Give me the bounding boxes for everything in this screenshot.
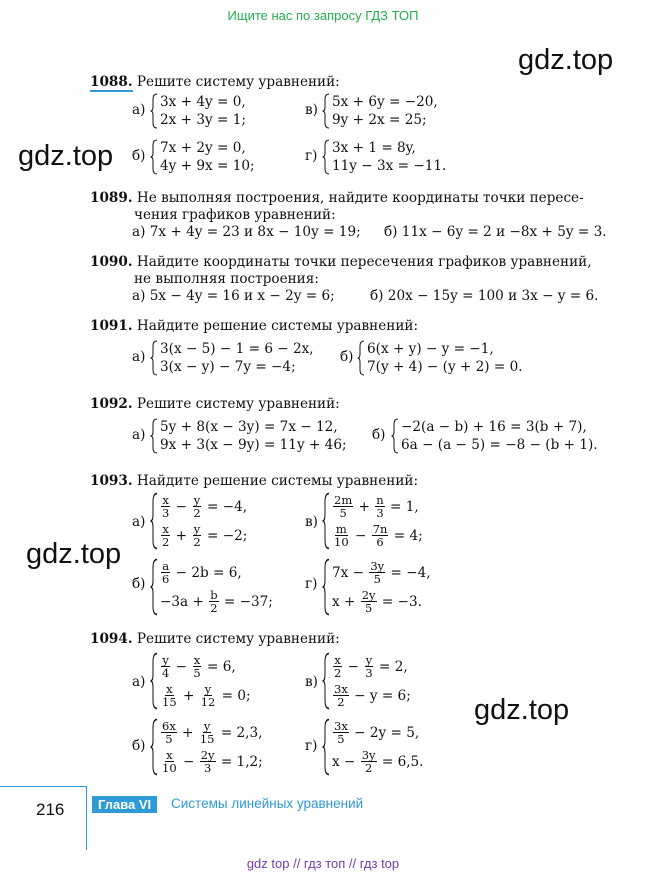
item-label: в): [305, 102, 318, 118]
brace-icon: [322, 652, 330, 710]
equation-system: [332, 652, 411, 710]
task-number: 1094.: [90, 631, 133, 647]
task-number: 1093.: [90, 473, 133, 489]
equation: 5y + 8(x − 3y) = 7x − 12,: [160, 419, 338, 435]
equation: 6(x + y) − y = −1,: [367, 341, 494, 357]
item-label: в): [305, 674, 318, 690]
item-label: б): [132, 148, 146, 164]
equation-system: [367, 340, 523, 376]
task-text: Не выполняя построения, найдите координаты точки пересе-: [136, 190, 584, 206]
equation: 6a − (a − 5) = −8 − (b + 1).: [401, 437, 598, 453]
equation-system: [160, 718, 263, 776]
equation: 9y + 2x = 25;: [332, 112, 427, 128]
equation: 7(y + 4) − (y + 2) = 0.: [367, 359, 523, 375]
brace-icon: [322, 558, 330, 616]
brace-icon: [357, 340, 365, 376]
task-number: 1092.: [90, 396, 133, 412]
equation: $\frac{3x}{5}$ − 2y = 5,: [334, 719, 420, 746]
equation: 4y + 9x = 10;: [160, 158, 255, 174]
item-label: б): [132, 576, 146, 592]
task-1088-heading: [90, 74, 340, 91]
equation-system: [160, 558, 273, 616]
equation-system: [332, 139, 446, 175]
equation: $\frac{2m}{5}$ + $\frac{n}{3}$ = 1,: [334, 493, 419, 520]
brace-icon: [150, 93, 158, 129]
item-label: б): [340, 349, 354, 365]
task-1094-heading: [90, 631, 340, 648]
equation-system: [401, 418, 598, 454]
equation-system: [332, 558, 431, 616]
brace-icon: [150, 558, 158, 616]
equation: x − $\frac{3y}{2}$ = 6,5.: [332, 748, 424, 775]
brace-icon: [150, 652, 158, 710]
equation: $\frac{x}{15}$ + $\frac{y}{12}$ = 0;: [162, 682, 251, 709]
top-search-banner: Ищите нас по запросу ГДЗ ТОП: [227, 8, 419, 23]
task-number: 1091.: [90, 318, 133, 334]
brace-icon: [322, 492, 330, 550]
task-text: не выполняя построения:: [134, 271, 319, 287]
brace-icon: [322, 139, 330, 175]
brace-icon: [150, 418, 158, 454]
watermark: gdz.top: [26, 538, 122, 570]
chapter-title: Системы линейных уравнений: [171, 796, 364, 811]
equation: $\frac{x}{2}$ + $\frac{y}{2}$ = −2;: [162, 522, 248, 549]
task-1091-heading: [90, 318, 418, 335]
page-number: 216: [36, 800, 65, 819]
watermark: gdz.top: [518, 44, 614, 76]
item-label: а): [132, 674, 146, 690]
watermark: gdz.top: [18, 140, 114, 172]
item-label: г): [305, 576, 318, 592]
equation: 3(x − y) − 7y = −4;: [160, 359, 296, 375]
equation-system: [332, 492, 423, 550]
item-label: б): [132, 738, 146, 754]
task-text: Найдите координаты точки пересечения графиков уравнений,: [136, 254, 592, 270]
equation: $\frac{x}{3}$ − $\frac{y}{2}$ = −4,: [162, 493, 248, 520]
equation: 3(x − 5) − 1 = 6 − 2x,: [160, 341, 314, 357]
equation-system: [160, 93, 246, 129]
task-number: 1089.: [90, 190, 133, 206]
item-label: а): [132, 514, 146, 530]
equation-system: [160, 340, 314, 376]
task-1092-heading: [90, 396, 340, 413]
equation: 7x + 2y = 0,: [160, 140, 246, 156]
equation: $\frac{3x}{2}$ − y = 6;: [334, 682, 411, 709]
item-label: в): [305, 514, 318, 530]
task-item: а) 7x + 4y = 23 и 8x − 10y = 19;: [132, 224, 361, 240]
brace-icon: [150, 718, 158, 776]
brace-icon: [322, 718, 330, 776]
item-label: а): [132, 102, 146, 118]
item-label: б): [372, 427, 386, 443]
equation: 9x + 3(x − 9y) = 11y + 46;: [160, 437, 347, 453]
footer-divider: [86, 786, 87, 850]
item-label: г): [305, 738, 318, 754]
equation: x + $\frac{2y}{5}$ = −3.: [332, 588, 422, 615]
task-text: Решите систему уравнений:: [136, 396, 340, 412]
bottom-banner: gdz top // гдз топ // гдз top: [246, 856, 400, 871]
equation: 2x + 3y = 1;: [160, 112, 246, 128]
task-number: 1088.: [90, 74, 133, 90]
equation: $\frac{x}{2}$ − $\frac{y}{3}$ = 2,: [334, 653, 408, 680]
equation-system: [160, 652, 251, 710]
task-text: Решите систему уравнений:: [136, 631, 340, 647]
chapter-badge: Глава VI: [92, 796, 157, 813]
equation: 3x + 4y = 0,: [160, 94, 246, 110]
equation: 7x − $\frac{3y}{5}$ = −4,: [332, 559, 431, 586]
equation: 5x + 6y = −20,: [332, 94, 438, 110]
equation: $\frac{a}{6}$ − 2b = 6,: [162, 559, 242, 586]
equation: 3x + 1 = 8y,: [332, 140, 416, 156]
equation-system: [160, 418, 347, 454]
equation-system: [332, 718, 424, 776]
task-1090: [90, 254, 592, 288]
equation: $\frac{x}{10}$ − $\frac{2y}{3}$ = 1,2;: [162, 748, 263, 775]
equation-system: [160, 492, 247, 550]
brace-icon: [150, 492, 158, 550]
task-text: чения графиков уравнений:: [134, 207, 336, 223]
brace-icon: [391, 418, 399, 454]
task-item: а) 5x − 4y = 16 и x − 2y = 6;: [132, 288, 335, 304]
task-item: б) 11x − 6y = 2 и −8x + 5y = 3.: [384, 224, 607, 240]
task-text: Найдите решение системы уравнений:: [136, 473, 419, 489]
equation: $\frac{6x}{5}$ + $\frac{y}{15}$ = 2,3,: [162, 719, 263, 746]
item-label: г): [305, 148, 318, 164]
task-number: 1090.: [90, 254, 133, 270]
brace-icon: [150, 139, 158, 175]
brace-icon: [150, 340, 158, 376]
task-1093-heading: [90, 473, 418, 490]
task-text: Найдите решение системы уравнений:: [136, 318, 419, 334]
equation: 11y − 3x = −11.: [332, 158, 447, 174]
equation-system: [160, 139, 255, 175]
equation: −2(a − b) + 16 = 3(b + 7),: [401, 419, 587, 435]
task-1089: [90, 190, 584, 224]
task-text: Решите систему уравнений:: [136, 74, 340, 90]
item-label: а): [132, 427, 146, 443]
brace-icon: [322, 93, 330, 129]
equation: −3a + $\frac{b}{2}$ = −37;: [160, 588, 273, 615]
item-label: а): [132, 349, 146, 365]
equation: $\frac{y}{4}$ − $\frac{x}{5}$ = 6,: [162, 653, 236, 680]
footer-divider: [0, 786, 86, 787]
task-item: б) 20x − 15y = 100 и 3x − y = 6.: [370, 288, 599, 304]
equation-system: [332, 93, 438, 129]
equation: $\frac{m}{10}$ − $\frac{7n}{6}$ = 4;: [334, 522, 423, 549]
watermark: gdz.top: [474, 694, 570, 726]
